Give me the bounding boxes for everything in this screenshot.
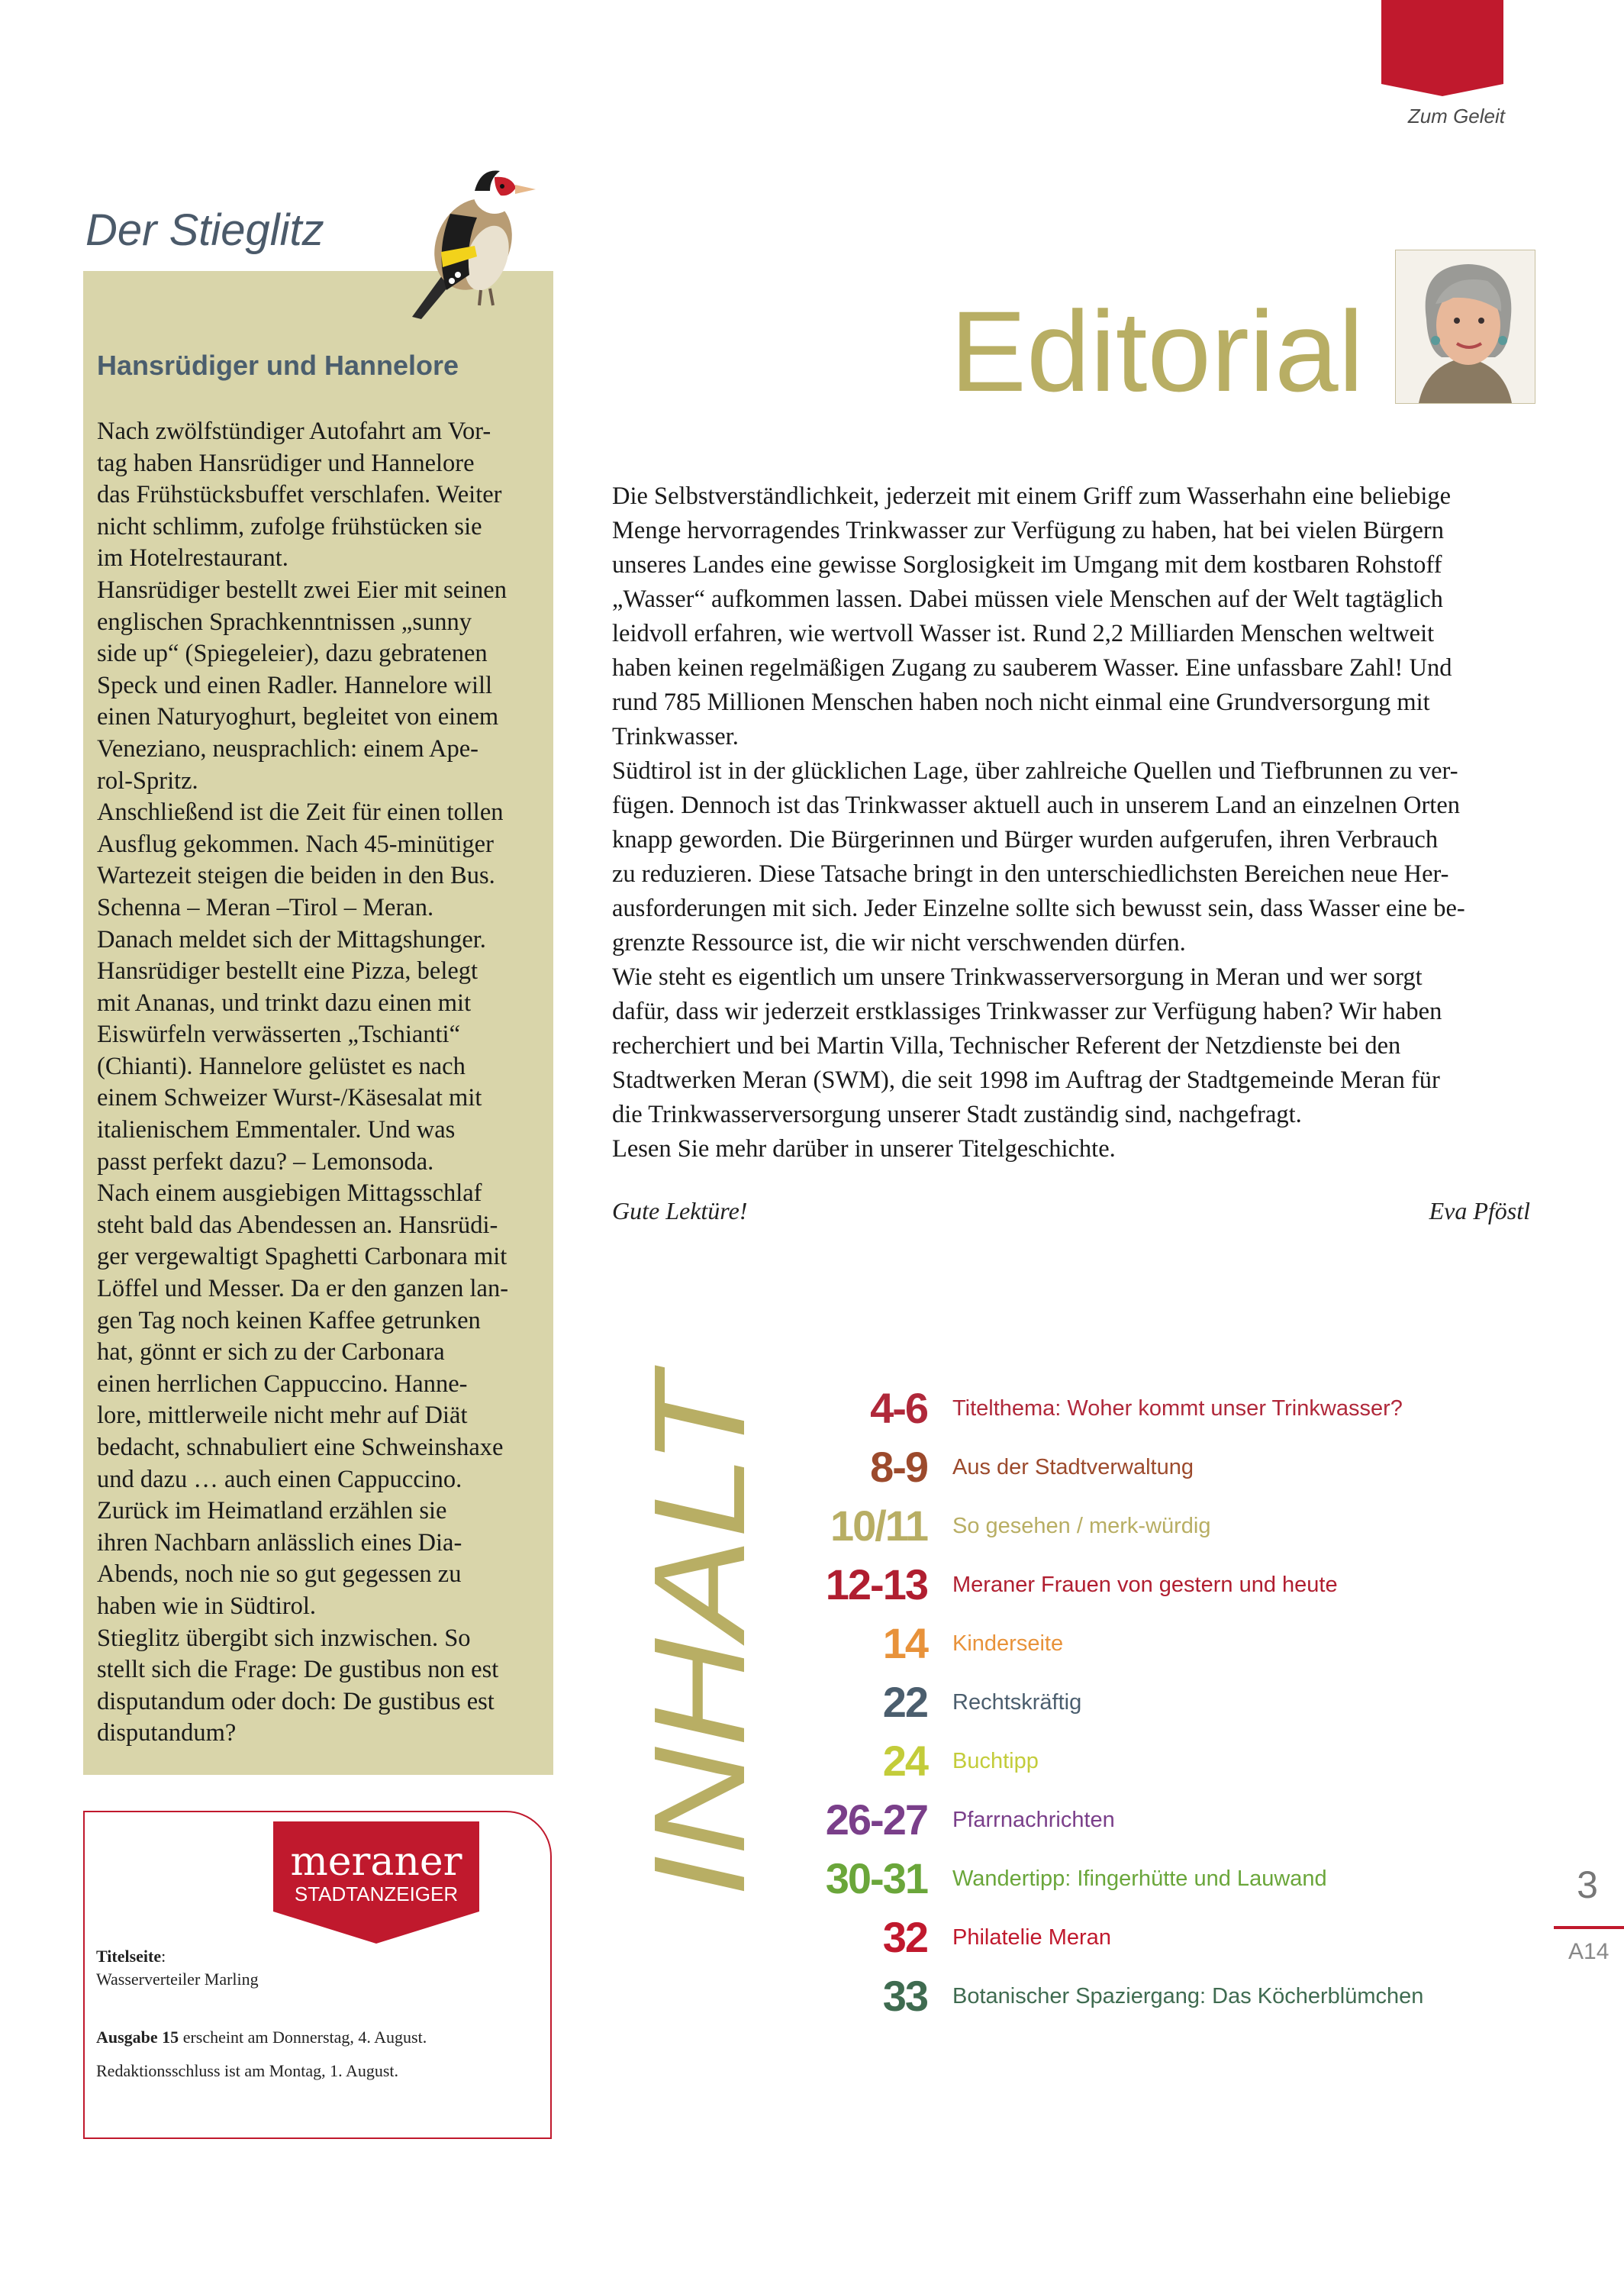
column-line: Löffel und Messer. Da er den ganzen lan-: [97, 1275, 509, 1303]
toc-label: Rechtskräftig: [952, 1690, 1082, 1715]
column-line: englischen Sprachkenntnissen „sunny: [97, 608, 472, 636]
toc-entry[interactable]: [622, 1973, 1553, 2019]
editorial-line: Stadtwerken Meran (SWM), die seit 1998 im Auftrag der Stadtgemeinde Meran für: [612, 1066, 1440, 1094]
column-line: tag haben Hansrüdiger und Hannelore: [97, 449, 475, 477]
column-body: [97, 416, 543, 1750]
toc-entry[interactable]: [622, 1621, 1553, 1666]
toc-entry[interactable]: [622, 1444, 1553, 1490]
column-line: lore, mittlerweile nicht mehr auf Diät: [97, 1402, 468, 1430]
toc-pages: 22: [882, 1678, 927, 1726]
column-line: einem Schweizer Wurst-/Käsesalat mit: [97, 1084, 482, 1112]
column-line: (Chianti). Hannelore gelüstet es nach: [97, 1052, 466, 1080]
editorial-line: „Wasser“ aufkommen lassen. Dabei müssen viele Menschen auf der Welt tagtäglich: [612, 586, 1443, 613]
column-line: stellt sich die Frage: De gustibus non est: [97, 1656, 499, 1684]
column-line: Speck und einen Radler. Hannelore will: [97, 671, 493, 699]
column-line: bedacht, schnabuliert eine Schweinshaxe: [97, 1434, 504, 1461]
column-line: im Hotelrestaurant.: [97, 544, 288, 573]
editorial-line: Lesen Sie mehr darüber in unserer Titelgeschichte.: [612, 1135, 1116, 1163]
editorial-line: knapp geworden. Die Bürgerinnen und Bürger wurden aufgerufen, ihren Verbrauch: [612, 826, 1439, 853]
toc-entry[interactable]: [622, 1856, 1553, 1902]
column-line: passt perfekt dazu? – Lemonsoda.: [97, 1147, 434, 1176]
column-line: Hansrüdiger bestellt eine Pizza, belegt: [97, 957, 478, 986]
editorial-line: Menge hervorragendes Trinkwasser zur Verfügung zu haben, hat bei vielen Bürgern: [612, 517, 1444, 544]
column-line: Veneziano, neusprachlich: einem Ape-: [97, 734, 478, 763]
editorial-body: [612, 479, 1532, 1166]
issue-text: erscheint am Donnerstag, 4. August.: [179, 2028, 427, 2047]
editorial-title: Editorial: [950, 287, 1364, 415]
toc-title-text: INHALT: [627, 1445, 772, 1897]
column-line: Hansrüdiger bestellt zwei Eier mit seinen: [97, 576, 507, 604]
logo-line1: meraner: [290, 1839, 462, 1885]
meraner-stadtanzeiger-logo: [273, 1821, 479, 1944]
column-line: Nach zwölfstündiger Autofahrt am Vor-: [97, 418, 491, 445]
column-line: hat, gönnt er sich zu der Carbonara: [97, 1338, 445, 1366]
column-line: ger vergewaltigt Spaghetti Carbonara mit: [97, 1243, 508, 1271]
column-line: italienischem Emmentaler. Und was: [97, 1116, 456, 1144]
column-line: Schenna – Meran –Tirol – Meran.: [97, 893, 434, 921]
toc-entry[interactable]: [622, 1386, 1553, 1431]
column-line: disputandum oder doch: De gustibus est: [97, 1687, 495, 1715]
toc-label: Kinderseite: [952, 1631, 1064, 1656]
column-line: rol-Spritz.: [97, 766, 198, 795]
column-line: das Frühstücksbuffet verschlafen. Weiter: [97, 481, 502, 509]
editorial-signature: Eva Pföstl: [1429, 1197, 1530, 1224]
editorial-line: Die Selbstverständlichkeit, jederzeit mit einem Griff zum Wasserhahn eine beliebige: [612, 482, 1452, 510]
editorial-line: leidvoll erfahren, wie wertvoll Wasser ist. Rund 2,2 Milliarden Menschen weltweit: [612, 620, 1435, 647]
column-line: side up“ (Spiegeleier), dazu gebratenen: [97, 640, 488, 668]
column-line: Nach einem ausgiebigen Mittagsschlaf: [97, 1179, 482, 1208]
toc-entry[interactable]: [622, 1797, 1553, 1843]
toc-pages: 26-27: [825, 1795, 927, 1844]
column-line: Stieglitz übergibt sich inzwischen. So: [97, 1624, 471, 1652]
column-line: ihren Nachbarn anlässlich eines Dia-: [97, 1528, 462, 1557]
editorial-greeting: Gute Lektüre!: [612, 1197, 748, 1224]
column-line: Abends, noch nie so gut gegessen zu: [97, 1560, 462, 1589]
toc-pages: 10/11: [830, 1502, 927, 1550]
column-heading: Hansrüdiger und Hannelore: [97, 350, 459, 381]
cover-label: Titelseite: [96, 1947, 162, 1966]
editorial-line: Wie steht es eigentlich um unsere Trinkwasserversorgung in Meran und wer sorgt: [612, 963, 1423, 991]
page-number: 3: [1577, 1863, 1598, 1906]
toc-entry[interactable]: [622, 1738, 1553, 1784]
editorial-line: ausforderungen mit sich. Jeder Einzelne sollte sich bewusst sein, dass Wasser eine be-: [612, 895, 1465, 922]
toc-pages: 14: [882, 1619, 927, 1667]
toc-entry[interactable]: [622, 1503, 1553, 1549]
column-line: Anschließend ist die Zeit für einen tollen: [97, 799, 504, 827]
column-line: einen herrlichen Cappuccino. Hanne-: [97, 1370, 468, 1398]
toc-list: [622, 1386, 1553, 2027]
toc-label: Titelthema: Woher kommt unser Trinkwasser?: [952, 1396, 1403, 1421]
editorial-line: zu reduzieren. Diese Tatsache bringt in den unterschiedlichsten Bereichen neue Her-: [612, 860, 1449, 888]
goldfinch-bird-icon: [404, 160, 538, 322]
toc-pages: 4-6: [870, 1384, 927, 1432]
logo-line2: STADTANZEIGER: [294, 1883, 459, 1905]
column-line: disputandum?: [97, 1719, 237, 1747]
column-line: Ausflug gekommen. Nach 45-minütiger: [97, 830, 494, 858]
cover-colon: :: [161, 1947, 166, 1966]
toc-pages: 8-9: [870, 1443, 927, 1491]
editorial-line: unseres Landes eine gewisse Sorglosigkeit im Umgang mit dem kostbaren Rohstoff: [612, 551, 1442, 579]
toc-label: Pfarrnachrichten: [952, 1808, 1115, 1832]
author-portrait-icon: [1395, 250, 1535, 404]
section-tab-marker: [1381, 0, 1503, 96]
editorial-line: rund 785 Millionen Menschen haben noch nicht einmal eine Grundversorgung mit: [612, 689, 1430, 716]
toc-label: Aus der Stadtverwaltung: [952, 1455, 1194, 1479]
toc-entry[interactable]: [622, 1562, 1553, 1608]
column-line: Danach meldet sich der Mittagshunger.: [97, 925, 486, 953]
masthead-text: [96, 1945, 539, 2083]
toc-pages: 24: [882, 1737, 927, 1785]
column-line: gen Tag noch keinen Kaffee getrunken: [97, 1306, 481, 1334]
editorial-line: fügen. Dennoch ist das Trinkwasser aktuell auch in unserem Land an einzelnen Orten: [612, 792, 1461, 819]
editorial-line: recherchiert und bei Martin Villa, Technischer Referent der Netzdienste bei den: [612, 1032, 1401, 1060]
issue-label: Ausgabe 15: [96, 2028, 179, 2047]
column-line: Zurück im Heimatland erzählen sie: [97, 1497, 447, 1525]
column-line: mit Ananas, und trinkt dazu einen mit: [97, 989, 472, 1017]
toc-label: Buchtipp: [952, 1749, 1039, 1773]
editorial-line: grenzte Ressource ist, die wir nicht verschwenden dürfen.: [612, 929, 1186, 957]
toc-pages: 32: [882, 1913, 927, 1961]
column-line: steht bald das Abendessen an. Hansrüdi-: [97, 1211, 498, 1239]
toc-pages: 30-31: [825, 1854, 927, 1902]
page-code: A14: [1568, 1939, 1610, 1964]
column-line: einen Naturyoghurt, begleitet von einem: [97, 703, 499, 731]
editorial-line: Südtirol ist in der glücklichen Lage, über zahlreiche Quellen und Tiefbrunnen zu ver-: [612, 757, 1458, 785]
toc-label: So gesehen / merk-würdig: [952, 1514, 1211, 1538]
column-line: Wartezeit steigen die beiden in den Bus.: [97, 862, 495, 890]
cover-text: Wasserverteiler Marling: [96, 1970, 259, 1989]
toc-entry[interactable]: [622, 1915, 1553, 1960]
column-title: Der Stieglitz: [85, 205, 324, 255]
column-line: haben wie in Südtirol.: [97, 1592, 317, 1620]
toc-label: Meraner Frauen von gestern und heute: [952, 1573, 1338, 1597]
toc-label: Philatelie Meran: [952, 1925, 1111, 1950]
deadline-text: Redaktionsschluss ist am Montag, 1. August.: [96, 2061, 398, 2080]
editorial-line: Trinkwasser.: [612, 723, 739, 750]
page-number-divider: [1554, 1926, 1624, 1929]
toc-label: Botanischer Spaziergang: Das Köcherblümchen: [952, 1984, 1424, 2008]
editorial-line: haben keinen regelmäßigen Zugang zu sauberem Wasser. Eine unfassbare Zahl! Und: [612, 654, 1452, 682]
toc-label: Wandertipp: Ifingerhütte und Lauwand: [952, 1866, 1327, 1891]
section-label: Zum Geleit: [1407, 105, 1505, 127]
column-line: nicht schlimm, zufolge frühstücken sie: [97, 512, 482, 540]
editorial-line: dafür, dass wir jederzeit erstklassiges Trinkwasser zur Verfügung haben? Wir haben: [612, 998, 1442, 1025]
toc-pages: 12-13: [825, 1560, 927, 1608]
column-line: und dazu … auch einen Cappuccino.: [97, 1465, 462, 1493]
column-line: Eiswürfeln verwässerten „Tschianti“: [97, 1021, 461, 1049]
toc-entry[interactable]: [622, 1679, 1553, 1725]
toc-pages: 33: [882, 1972, 927, 2020]
editorial-line: die Trinkwasserversorgung unserer Stadt zuständig sind, nachgefragt.: [612, 1101, 1302, 1128]
